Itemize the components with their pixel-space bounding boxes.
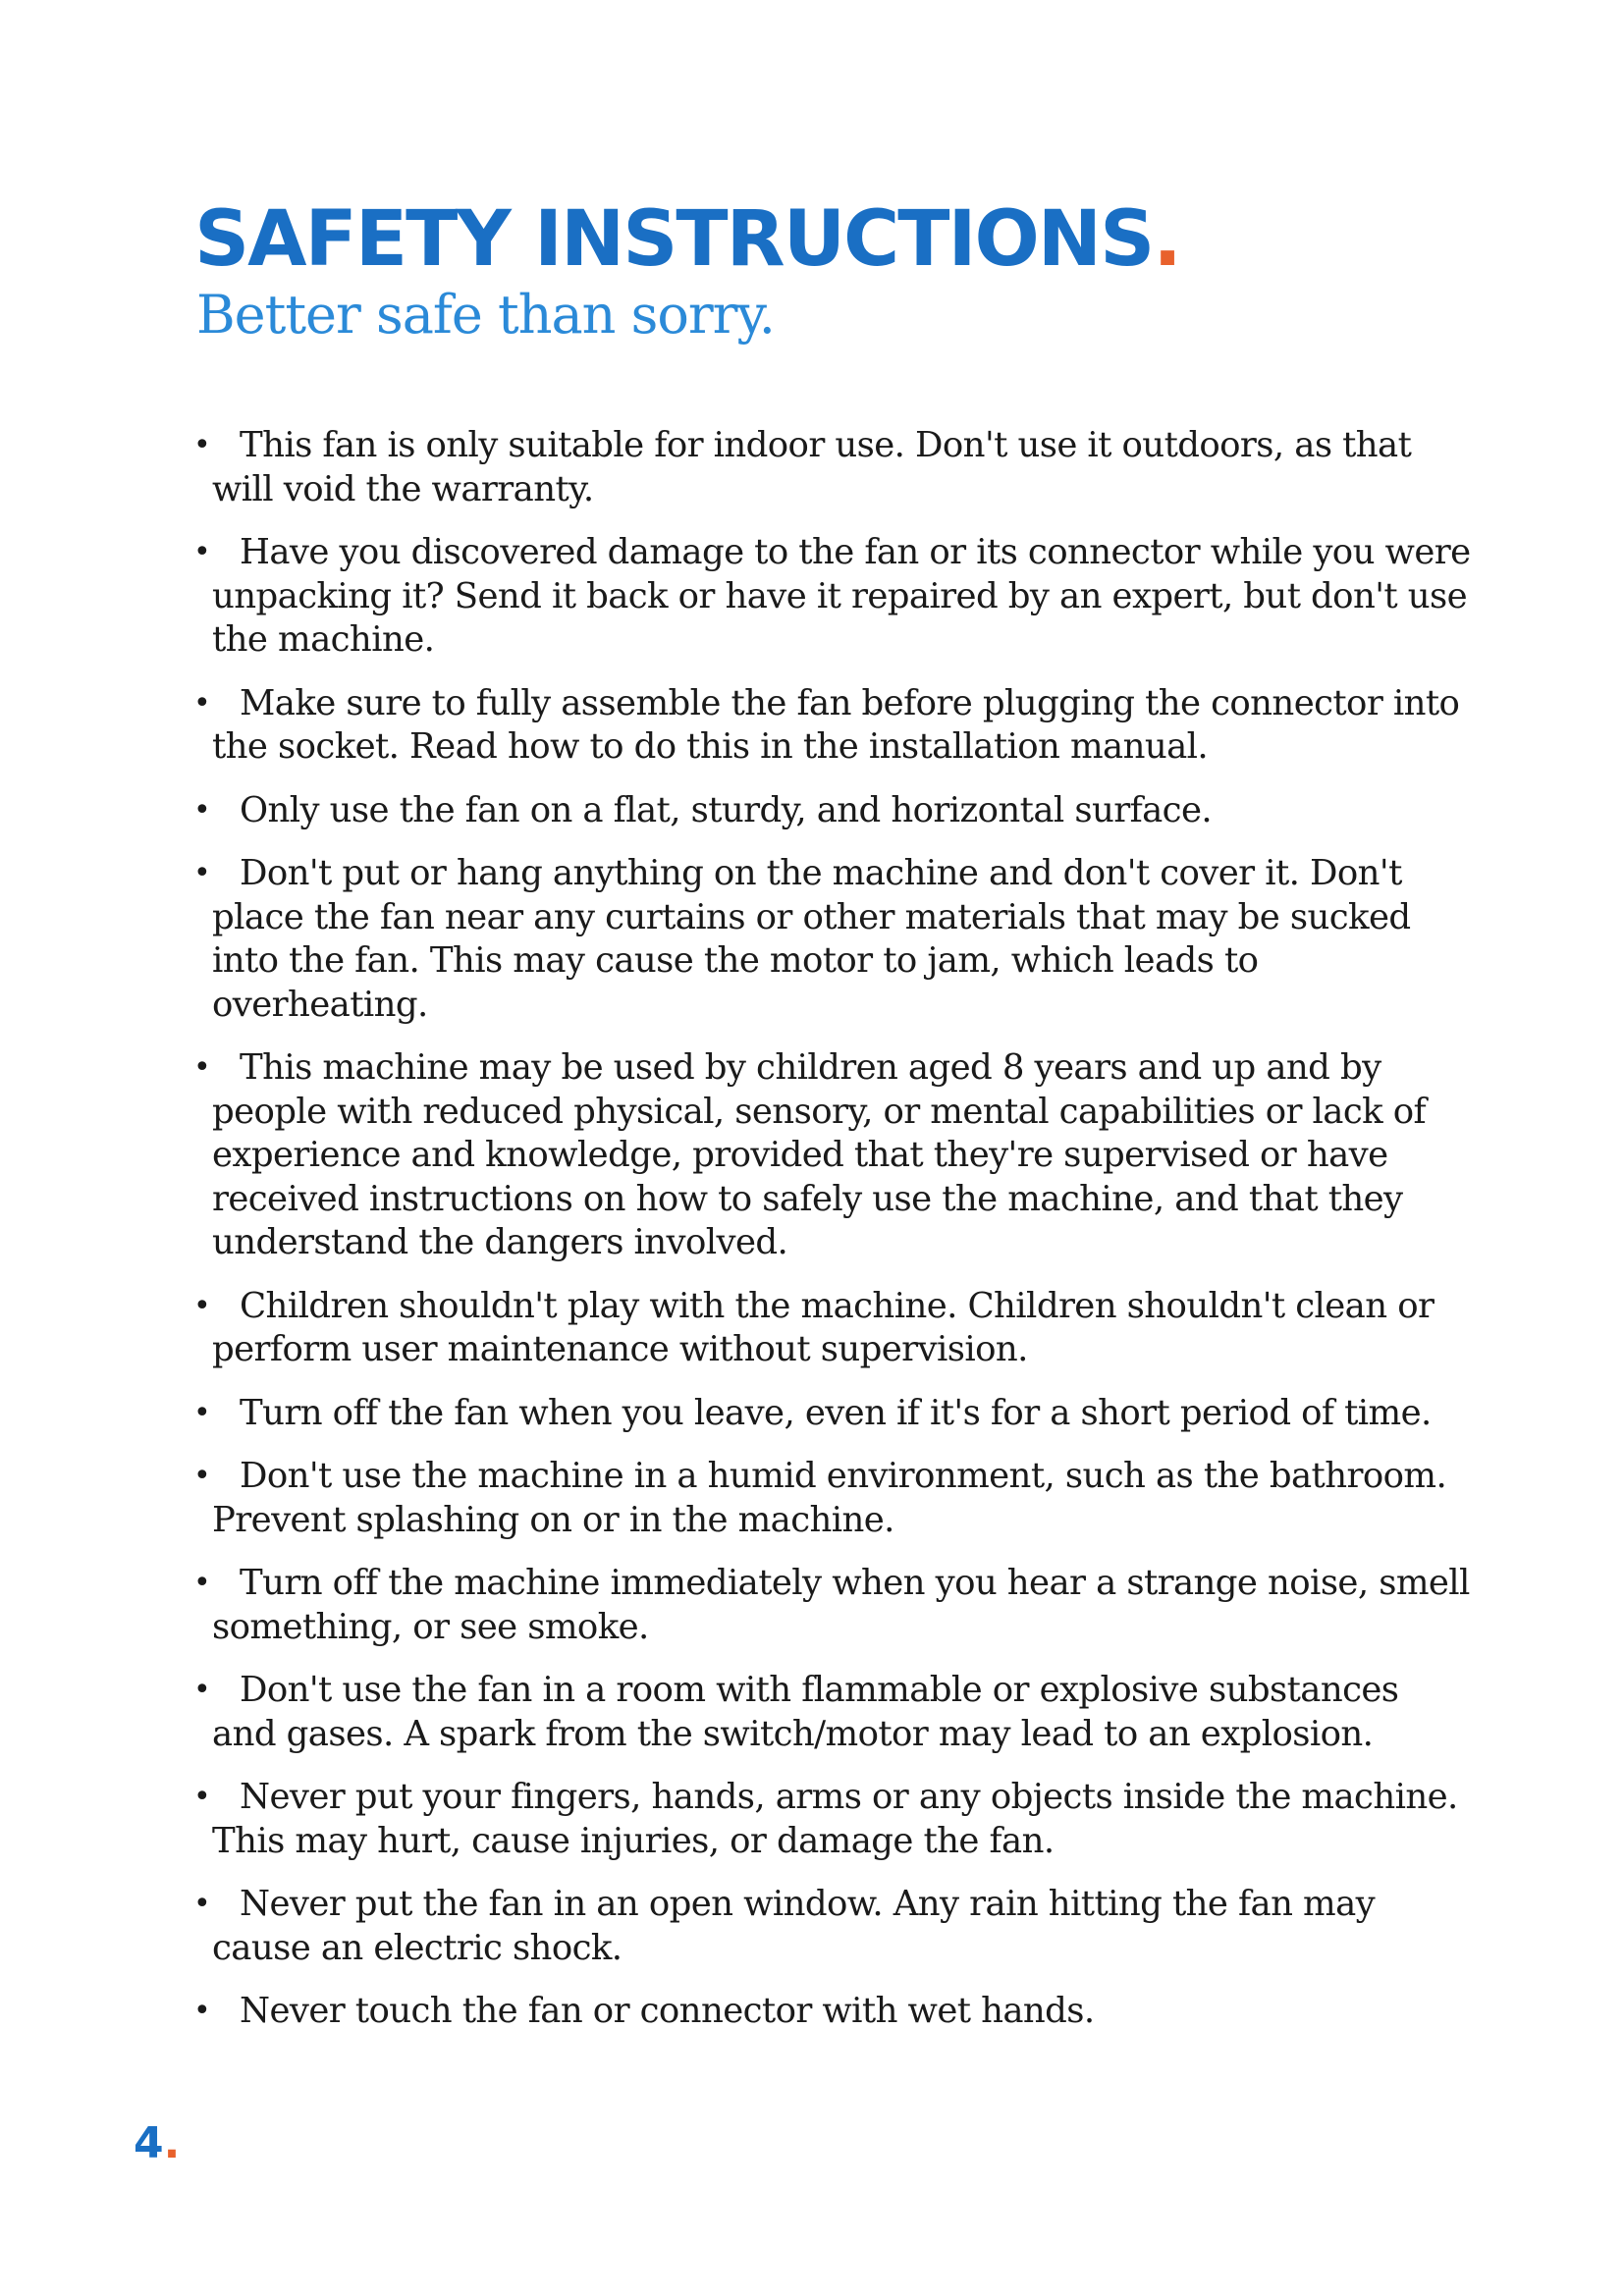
bullet-icon: • [193, 1050, 211, 1085]
list-item [193, 531, 1473, 663]
bullet-icon: • [193, 856, 211, 890]
list-item [193, 852, 1473, 1027]
page-title-text: SAFETY INSTRUCTIONS [194, 195, 1154, 284]
bullet-icon: • [193, 792, 211, 828]
page-number [134, 2118, 181, 2168]
safety-instruction-list [193, 424, 1473, 2054]
bullet-icon: • [193, 1887, 211, 1921]
instruction-text: Turn off the fan when you leave, even if it's for a short period of time. [240, 1392, 1432, 1433]
list-item [193, 789, 1473, 833]
bullet-icon: • [193, 1288, 211, 1323]
bullet-icon: • [193, 428, 211, 462]
bullet-icon: • [193, 1459, 211, 1493]
instruction-text: Only use the fan on a flat, sturdy, and horizontal surface. [240, 789, 1213, 830]
instruction-text: Never touch the fan or connector with wet hands. [240, 1991, 1095, 2031]
list-item [193, 682, 1473, 770]
bullet-icon: • [193, 1566, 211, 1600]
instruction-text: Never put the fan in an open window. Any rain hitting the fan may cause an electric shock. [212, 1884, 1376, 1968]
list-item [193, 1776, 1473, 1863]
bullet-icon: • [193, 1673, 211, 1707]
instruction-text: Never put your fingers, hands, arms or any objects inside the machine. This may hurt, cause injuries, or damage the fan. [212, 1777, 1458, 1861]
instruction-text: Children shouldn't play with the machine. Children shouldn't clean or perform user maintenance without supervision. [212, 1285, 1435, 1369]
instruction-text: Have you discovered damage to the fan or its connector while you were unpacking it? Send it back or have it repaired by an expert, but don't use the machine. [212, 532, 1471, 660]
instruction-text: Don't put or hang anything on the machine and don't cover it. Don't place the fan near any curtains or other materials that may be sucked into the fan. This may cause the motor to jam, which leads to overheating. [212, 853, 1411, 1025]
list-item [193, 1285, 1473, 1372]
page-number-dot: . [163, 2118, 181, 2168]
page-title-dot: . [1153, 195, 1180, 284]
instruction-text: Make sure to fully assemble the fan before plugging the connector into the socket. Read how to do this in the installation manual. [212, 682, 1460, 767]
instruction-text: This fan is only suitable for indoor use. Don't use it outdoors, as that will void the warranty. [212, 425, 1412, 509]
bullet-icon: • [193, 1780, 211, 1814]
instruction-text: Don't use the machine in a humid environment, such as the bathroom. Prevent splashing on or in the machine. [212, 1456, 1447, 1540]
list-item [193, 1990, 1473, 2034]
bullet-icon: • [193, 685, 211, 721]
instruction-text: Don't use the fan in a room with flammable or explosive substances and gases. A spark from the switch/motor may lead to an explosion. [212, 1670, 1399, 1754]
list-item [193, 1883, 1473, 1970]
instruction-text: Turn off the machine immediately when you hear a strange noise, smell something, or see smoke. [212, 1563, 1470, 1647]
list-item [193, 1669, 1473, 1756]
instruction-text: This machine may be used by children aged 8 years and up and by people with reduced physical, sensory, or mental capabilities or lack of experience and knowledge, provided that they're supervised or have received instructions on how to safely use the machine, and that they understand the dangers involved. [212, 1047, 1427, 1262]
list-item [193, 1562, 1473, 1649]
list-item [193, 1392, 1473, 1436]
page-number-value: 4 [134, 2118, 164, 2168]
list-item [193, 1455, 1473, 1542]
list-item [193, 1046, 1473, 1265]
list-item [193, 424, 1473, 511]
bullet-icon: • [193, 1395, 211, 1430]
bullet-icon: • [193, 1994, 211, 2028]
page-title [194, 195, 1180, 284]
bullet-icon: • [193, 535, 211, 569]
page-subtitle: Better safe than sorry. [196, 284, 775, 346]
